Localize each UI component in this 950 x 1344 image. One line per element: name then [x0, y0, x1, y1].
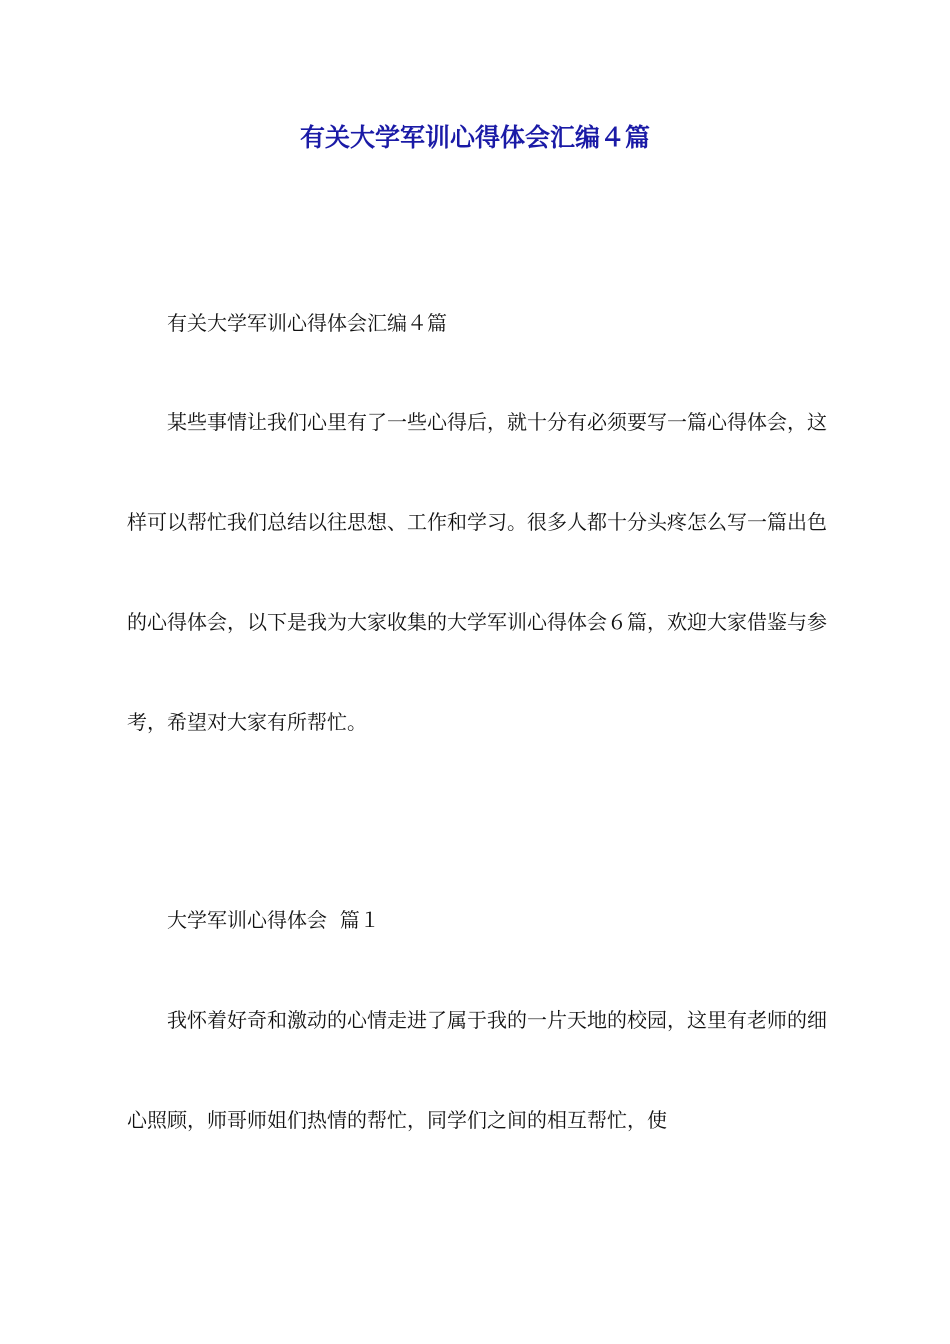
document-title: 有关大学军训心得体会汇编４篇	[299, 123, 650, 152]
section-1-heading: 大学军训心得体会 篇１	[167, 908, 380, 932]
section-1-paragraph: 我怀着好奇和激动的心情走进了属于我的一片天地的校园，这里有老师的细心照顾，师哥师姐们热情的帮忙，同学们之间的相互帮忙，使	[127, 1008, 827, 1132]
intro-heading: 有关大学军训心得体会汇编４篇	[167, 311, 447, 335]
intro-paragraph: 某些事情让我们心里有了一些心得后，就十分有必须要写一篇心得体会，这样可以帮忙我们总结以往思想、工作和学习。很多人都十分头疼怎么写一篇出色的心得体会，以下是我为大家收集的大学军训心得体会６篇，欢迎大家借鉴与参考，希望对大家有所帮忙。	[127, 410, 827, 734]
